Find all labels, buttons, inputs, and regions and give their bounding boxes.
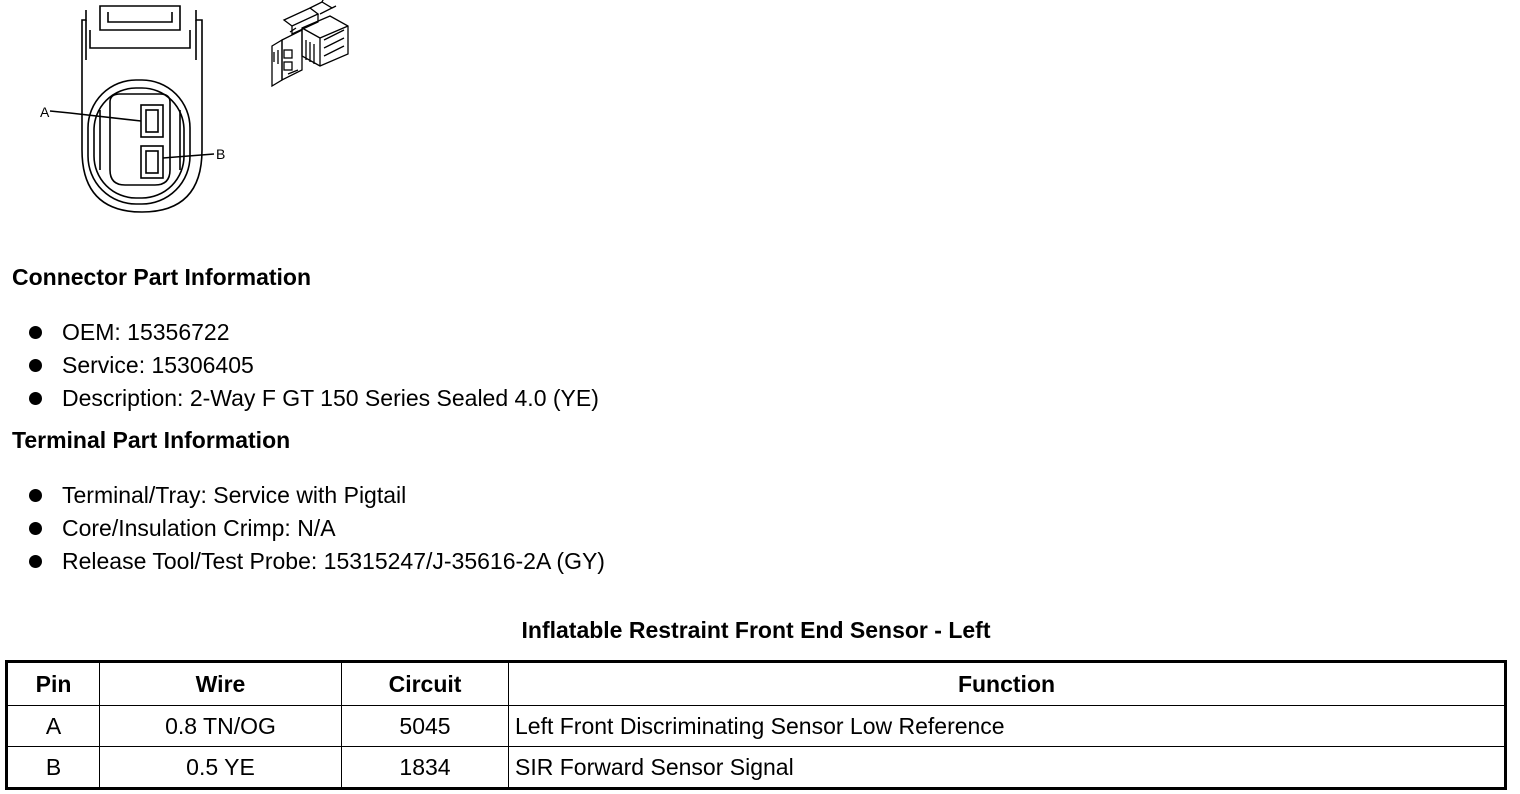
list-item-text: Release Tool/Test Probe: 15315247/J-35616-2A (GY) (62, 548, 605, 574)
list-item (28, 316, 599, 349)
bullet-icon (29, 326, 42, 339)
header-function: Function (509, 662, 1506, 706)
cell-wire: 0.8 TN/OG (100, 706, 342, 747)
header-pin: Pin (7, 662, 100, 706)
list-item-text: Service: 15306405 (62, 352, 254, 378)
pin-table (5, 660, 1507, 790)
cell-pin: B (7, 747, 100, 789)
connector-isometric-icon (262, 0, 362, 90)
terminal-part-list (28, 479, 605, 578)
table-title: Inflatable Restraint Front End Sensor - Left (521, 617, 991, 643)
callout-label-b: B (216, 146, 226, 162)
bullet-icon (29, 555, 42, 568)
list-item-text: Description: 2-Way F GT 150 Series Sealed 4.0 (YE) (62, 385, 599, 411)
table-header-row (7, 662, 1506, 706)
bullet-icon (29, 359, 42, 372)
list-item (28, 512, 605, 545)
table-row (7, 706, 1506, 747)
list-item (28, 382, 599, 415)
header-wire: Wire (100, 662, 342, 706)
cell-pin: A (7, 706, 100, 747)
header-circuit: Circuit (342, 662, 509, 706)
list-item-text: Core/Insulation Crimp: N/A (62, 515, 336, 541)
cell-function: SIR Forward Sensor Signal (509, 747, 1506, 789)
connector-part-heading: Connector Part Information (12, 264, 312, 290)
list-item (28, 349, 599, 382)
terminal-part-heading: Terminal Part Information (12, 427, 291, 453)
list-item (28, 545, 605, 578)
list-item (28, 479, 605, 512)
cell-function: Left Front Discriminating Sensor Low Reference (509, 706, 1506, 747)
connector-face-diagram (30, 0, 240, 220)
bullet-icon (29, 392, 42, 405)
bullet-icon (29, 489, 42, 502)
callout-label-a: A (40, 104, 50, 120)
cell-circuit: 5045 (342, 706, 509, 747)
bullet-icon (29, 522, 42, 535)
connector-part-list (28, 316, 599, 415)
list-item-text: Terminal/Tray: Service with Pigtail (62, 482, 407, 508)
cell-wire: 0.5 YE (100, 747, 342, 789)
table-row (7, 747, 1506, 789)
cell-circuit: 1834 (342, 747, 509, 789)
list-item-text: OEM: 15356722 (62, 319, 230, 345)
